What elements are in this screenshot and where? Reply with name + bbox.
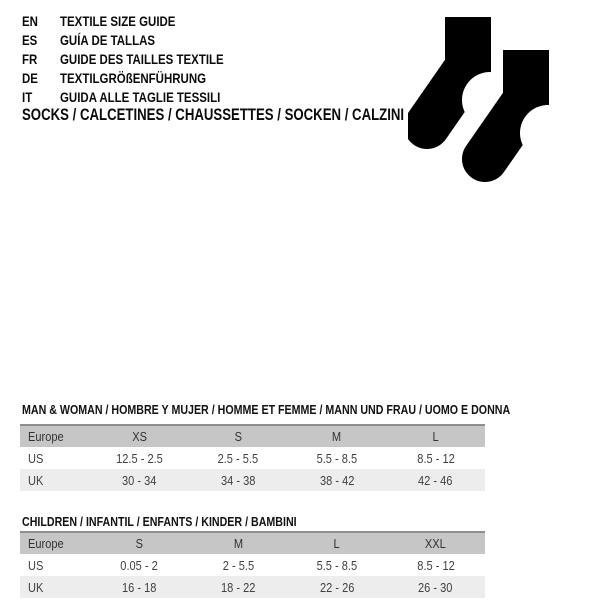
- size-cell: 2.5 - 5.5: [217, 450, 259, 466]
- table-header-row: [20, 424, 485, 447]
- size-table-adult: [20, 424, 485, 491]
- socks-icon: [408, 13, 583, 185]
- language-code: DE: [22, 69, 38, 86]
- column-header-size: L: [432, 429, 439, 444]
- language-label: GUÍA DE TALLAS: [60, 31, 156, 48]
- language-label: GUIDA ALLE TAGLIE TESSILI: [60, 88, 221, 105]
- language-label: GUIDE DES TAILLES TEXTILE: [60, 50, 224, 67]
- column-header-size: L: [333, 536, 340, 551]
- region-cell: UK: [28, 579, 44, 595]
- size-cell: 5.5 - 8.5: [316, 450, 358, 466]
- table-row-uk: [20, 469, 485, 491]
- size-cell: 5.5 - 8.5: [316, 557, 358, 573]
- language-code: EN: [22, 12, 38, 29]
- size-cell: 0.05 - 2: [120, 557, 159, 573]
- column-header-region: Europe: [28, 429, 64, 444]
- column-header-region: Europe: [28, 536, 64, 551]
- language-row-en: [22, 11, 260, 30]
- size-cell: 30 - 34: [122, 472, 157, 488]
- language-code: ES: [22, 31, 38, 48]
- category-title: SOCKS / CALCETINES / CHAUSSETTES / SOCKEN / CALZINI: [22, 106, 405, 124]
- language-label: TEXTILGRÖßENFÜHRUNG: [60, 69, 207, 86]
- language-row-fr: [22, 49, 260, 68]
- size-cell: 38 - 42: [319, 472, 355, 488]
- size-cell: 8.5 - 12: [416, 450, 455, 466]
- column-header-size: S: [135, 536, 144, 551]
- table-title-adult: MAN & WOMAN / HOMBRE Y MUJER / HOMME ET FEMME / MANN UND FRAU / UOMO E DONNA: [22, 402, 511, 417]
- table-title-children: CHILDREN / INFANTIL / ENFANTS / KINDER / BAMBINI: [22, 514, 297, 529]
- language-label: TEXTILE SIZE GUIDE: [60, 12, 176, 29]
- size-cell: 42 - 46: [418, 472, 453, 488]
- region-cell: UK: [28, 472, 44, 488]
- column-header-size: S: [234, 429, 242, 444]
- table-row-us: [20, 554, 485, 576]
- size-cell: 34 - 38: [220, 472, 256, 488]
- language-row-it: [22, 87, 260, 106]
- language-row-de: [22, 68, 260, 87]
- language-code: IT: [22, 88, 33, 105]
- size-cell: 2 - 5.5: [222, 557, 254, 573]
- language-row-es: [22, 30, 260, 49]
- language-list: [22, 11, 260, 106]
- size-cell: 16 - 18: [122, 579, 157, 595]
- column-header-size: XXL: [425, 536, 447, 551]
- table-header-row: [20, 531, 485, 554]
- size-table-children: [20, 531, 485, 598]
- language-code: FR: [22, 50, 38, 67]
- region-cell: US: [28, 450, 44, 466]
- table-row-uk: [20, 576, 485, 598]
- region-cell: US: [28, 557, 44, 573]
- column-header-size: M: [233, 536, 243, 551]
- size-cell: 8.5 - 12: [416, 557, 455, 573]
- size-cell: 22 - 26: [319, 579, 355, 595]
- size-cell: 18 - 22: [220, 579, 256, 595]
- column-header-size: M: [332, 429, 342, 444]
- column-header-size: XS: [132, 429, 147, 444]
- size-cell: 12.5 - 2.5: [116, 450, 163, 466]
- size-cell: 26 - 30: [418, 579, 453, 595]
- table-row-us: [20, 447, 485, 469]
